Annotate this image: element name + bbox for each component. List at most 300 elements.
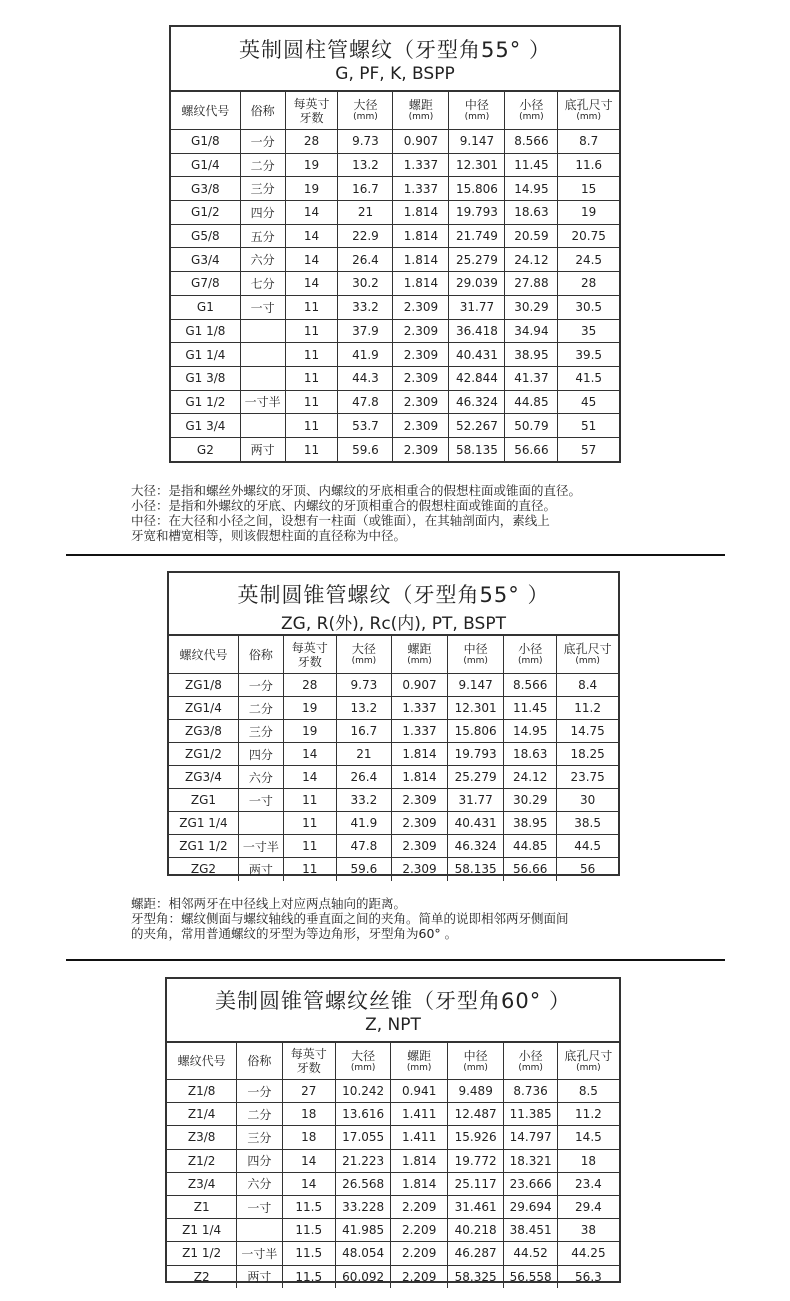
column-header	[504, 1043, 557, 1080]
column-header-sub: 牙数	[299, 110, 324, 125]
pitch-cell: 1.337	[393, 177, 449, 201]
common-name-cell: 两寸	[240, 437, 285, 461]
pitch-dia-cell: 12.301	[449, 153, 505, 177]
major-dia-cell: 41.9	[338, 343, 393, 367]
major-dia-cell: 16.7	[338, 177, 393, 201]
tpi-cell: 14	[285, 224, 338, 248]
common-name-cell: 一分	[237, 1080, 282, 1103]
pitch-dia-cell: 15.806	[448, 720, 504, 743]
column-header	[335, 1043, 390, 1080]
column-header-sub: (mm)	[464, 112, 490, 122]
common-name-cell	[237, 1219, 282, 1242]
tap-drill-cell: 15	[558, 177, 619, 201]
column-header	[338, 92, 393, 130]
column-header-sub: (mm)	[406, 1062, 432, 1073]
thread-code-cell: Z1/8	[167, 1080, 237, 1103]
major-dia-cell: 47.8	[336, 835, 391, 858]
divider	[66, 959, 725, 961]
table-row	[169, 812, 618, 835]
column-header-label: 螺纹代号	[177, 1054, 226, 1068]
pitch-dia-cell: 58.135	[448, 858, 504, 881]
column-header	[171, 92, 240, 130]
column-header-label: 每英寸	[290, 1047, 327, 1061]
column-header-sub: (mm)	[408, 112, 434, 122]
tap-drill-cell: 24.5	[558, 248, 619, 272]
major-dia-cell: 9.73	[336, 674, 391, 697]
minor-dia-cell: 30.29	[504, 789, 557, 812]
column-header-label: 螺距	[407, 642, 432, 656]
minor-dia-cell: 18.321	[504, 1149, 557, 1172]
tap-drill-cell: 28	[558, 272, 619, 296]
major-dia-cell: 41.9	[336, 812, 391, 835]
column-header-label: 小径	[518, 642, 543, 656]
major-dia-cell: 13.616	[335, 1103, 390, 1126]
table-row	[171, 201, 619, 225]
common-name-cell: 五分	[240, 224, 285, 248]
pitch-dia-cell: 29.039	[449, 272, 505, 296]
pitch-cell: 1.814	[391, 1172, 448, 1195]
pitch-cell: 1.814	[393, 201, 449, 225]
column-header-sub: (mm)	[353, 112, 378, 122]
pitch-cell: 0.941	[391, 1080, 448, 1103]
thread-code-cell: ZG1/2	[169, 743, 238, 766]
table-row	[171, 153, 619, 177]
thread-table	[171, 91, 619, 461]
thread-code-cell: ZG1	[169, 789, 238, 812]
tpi-cell: 11	[283, 858, 336, 881]
tpi-cell: 11	[283, 789, 336, 812]
column-header-label: 小径	[519, 98, 544, 112]
tap-drill-cell: 56	[557, 858, 618, 881]
column-header	[447, 1043, 504, 1080]
column-header-sub: (mm)	[576, 1062, 601, 1073]
table-subtitle: ZG, R(外), Rc(内), PT, BSPT	[281, 614, 506, 634]
minor-dia-cell: 38.95	[505, 343, 558, 367]
tpi-cell: 14	[285, 201, 338, 225]
minor-dia-cell: 44.85	[504, 835, 557, 858]
major-dia-cell: 22.9	[338, 224, 393, 248]
table-row	[169, 766, 618, 789]
minor-dia-cell: 27.88	[505, 272, 558, 296]
tpi-cell: 14	[285, 248, 338, 272]
pitch-cell: 1.814	[391, 1149, 448, 1172]
note-line: 牙宽和槽宽相等，则该假想柱面的直径称为中径。	[131, 528, 407, 543]
table-row	[167, 1080, 619, 1103]
table-row	[169, 697, 618, 720]
pitch-dia-cell: 42.844	[449, 366, 505, 390]
column-header	[167, 1043, 237, 1080]
column-header-label: 俗称	[248, 647, 273, 662]
table-npt	[165, 977, 621, 1283]
table-subtitle: G, PF, K, BSPP	[335, 64, 455, 84]
table-row	[169, 720, 618, 743]
column-header	[391, 1043, 448, 1080]
common-name-cell	[240, 319, 285, 343]
thread-table	[167, 1042, 619, 1288]
pitch-dia-cell: 40.431	[449, 343, 505, 367]
common-name-cell: 三分	[240, 177, 285, 201]
minor-dia-cell: 50.79	[505, 414, 558, 438]
tap-drill-cell: 41.5	[558, 366, 619, 390]
common-name-cell: 二分	[238, 697, 283, 720]
major-dia-cell: 26.4	[336, 766, 391, 789]
thread-code-cell: Z1 1/2	[167, 1242, 237, 1265]
thread-code-cell: Z1 1/4	[167, 1219, 237, 1242]
minor-dia-cell: 56.66	[505, 437, 558, 461]
common-name-cell: 一寸	[238, 789, 283, 812]
column-header-label: 底孔尺寸	[564, 1048, 613, 1063]
tap-drill-cell: 30	[557, 789, 618, 812]
thread-code-cell: G1 3/8	[171, 366, 240, 390]
common-name-cell: 四分	[238, 743, 283, 766]
notes-pitch	[131, 896, 691, 941]
header-row	[169, 636, 618, 674]
tpi-cell: 11	[285, 366, 338, 390]
major-dia-cell: 26.568	[335, 1172, 390, 1195]
column-header	[285, 92, 338, 130]
pitch-cell: 2.209	[391, 1195, 448, 1218]
tap-drill-cell: 38.5	[557, 812, 618, 835]
thread-code-cell: ZG3/4	[169, 766, 238, 789]
column-header	[449, 92, 505, 130]
thread-code-cell: G1 3/4	[171, 414, 240, 438]
tpi-cell: 18	[282, 1126, 335, 1149]
table-title-block	[169, 573, 618, 635]
column-header-label: 底孔尺寸	[563, 642, 612, 656]
thread-code-cell: Z2	[167, 1265, 237, 1288]
common-name-cell	[240, 343, 285, 367]
major-dia-cell: 41.985	[335, 1219, 390, 1242]
tpi-cell: 14	[283, 743, 336, 766]
common-name-cell: 一寸半	[240, 390, 285, 414]
column-header-label: 中径	[463, 1048, 488, 1063]
pitch-dia-cell: 21.749	[449, 224, 505, 248]
pitch-dia-cell: 25.279	[449, 248, 505, 272]
pitch-cell: 1.814	[393, 248, 449, 272]
column-header-sub: 牙数	[296, 1061, 321, 1075]
tpi-cell: 14	[282, 1149, 335, 1172]
table-row	[171, 390, 619, 414]
column-header-label: 大径	[351, 1048, 376, 1063]
major-dia-cell: 59.6	[338, 437, 393, 461]
thread-code-cell: Z1/2	[167, 1149, 237, 1172]
thread-code-cell: Z3/8	[167, 1126, 237, 1149]
column-header-label: 每英寸	[291, 640, 328, 655]
table-row	[171, 343, 619, 367]
thread-code-cell: G5/8	[171, 224, 240, 248]
note-line: 小径：是指和外螺纹的牙底、内螺纹的牙顶相重合的假想柱面或锥面的直径。	[131, 498, 557, 513]
pitch-dia-cell: 15.806	[449, 177, 505, 201]
pitch-dia-cell: 9.147	[448, 674, 504, 697]
thread-code-cell: G7/8	[171, 272, 240, 296]
thread-code-cell: G1/2	[171, 201, 240, 225]
minor-dia-cell: 24.12	[504, 766, 557, 789]
table-title: 英制圆锥管螺纹（牙型角55° ）	[237, 583, 550, 607]
minor-dia-cell: 11.385	[504, 1103, 557, 1126]
table-row	[169, 789, 618, 812]
pitch-cell: 2.309	[391, 835, 447, 858]
tap-drill-cell: 14.75	[557, 720, 618, 743]
tpi-cell: 11	[285, 390, 338, 414]
tpi-cell: 11	[283, 812, 336, 835]
pitch-dia-cell: 46.324	[448, 835, 504, 858]
tpi-cell: 11	[283, 835, 336, 858]
pitch-dia-cell: 58.325	[447, 1265, 504, 1288]
thread-code-cell: ZG1/8	[169, 674, 238, 697]
pitch-dia-cell: 58.135	[449, 437, 505, 461]
tpi-cell: 11	[285, 343, 338, 367]
table-row	[169, 674, 618, 697]
column-header-sub: (mm)	[517, 656, 543, 666]
table-row	[167, 1265, 619, 1288]
column-header-sub: (mm)	[407, 656, 432, 666]
tpi-cell: 19	[283, 720, 336, 743]
major-dia-cell: 17.055	[335, 1126, 390, 1149]
pitch-dia-cell: 52.267	[449, 414, 505, 438]
minor-dia-cell: 38.451	[504, 1219, 557, 1242]
column-header-sub: (mm)	[350, 1062, 376, 1073]
table-row	[171, 248, 619, 272]
tpi-cell: 14	[285, 272, 338, 296]
major-dia-cell: 10.242	[335, 1080, 390, 1103]
major-dia-cell: 13.2	[336, 697, 391, 720]
table-row	[169, 835, 618, 858]
column-header-label: 螺距	[408, 98, 433, 112]
thread-code-cell: G1/8	[171, 130, 240, 154]
minor-dia-cell: 30.29	[505, 295, 558, 319]
minor-dia-cell: 11.45	[505, 153, 558, 177]
minor-dia-cell: 34.94	[505, 319, 558, 343]
minor-dia-cell: 14.797	[504, 1126, 557, 1149]
tap-drill-cell: 44.25	[557, 1242, 619, 1265]
thread-code-cell: Z3/4	[167, 1172, 237, 1195]
thread-code-cell: G1 1/4	[171, 343, 240, 367]
pitch-cell: 0.907	[393, 130, 449, 154]
tpi-cell: 19	[283, 697, 336, 720]
pitch-cell: 2.309	[391, 812, 447, 835]
tap-drill-cell: 14.5	[557, 1126, 619, 1149]
column-header-label: 螺距	[407, 1048, 432, 1063]
pitch-cell: 2.309	[391, 858, 447, 881]
minor-dia-cell: 44.52	[504, 1242, 557, 1265]
column-header	[393, 92, 449, 130]
common-name-cell: 六分	[240, 248, 285, 272]
column-header	[240, 92, 285, 130]
table-row	[167, 1195, 619, 1218]
pitch-cell: 2.309	[393, 414, 449, 438]
common-name-cell: 六分	[237, 1172, 282, 1195]
pitch-dia-cell: 31.77	[449, 295, 505, 319]
tap-drill-cell: 23.75	[557, 766, 618, 789]
table-row	[171, 437, 619, 461]
pitch-cell: 1.814	[393, 272, 449, 296]
column-header	[448, 636, 504, 674]
table-row	[171, 224, 619, 248]
note-line: 中径：在大径和小径之间，设想有一柱面（或锥面），在其轴剖面内，素线上	[131, 513, 550, 528]
pitch-cell: 1.337	[391, 720, 447, 743]
tap-drill-cell: 20.75	[558, 224, 619, 248]
thread-code-cell: ZG2	[169, 858, 238, 881]
tap-drill-cell: 19	[558, 201, 619, 225]
column-header-label: 中径	[463, 642, 488, 656]
table-row	[167, 1126, 619, 1149]
pitch-cell: 1.814	[393, 224, 449, 248]
thread-code-cell: ZG1 1/2	[169, 835, 238, 858]
major-dia-cell: 37.9	[338, 319, 393, 343]
pitch-cell: 2.309	[393, 437, 449, 461]
major-dia-cell: 33.2	[336, 789, 391, 812]
column-header	[504, 636, 557, 674]
pitch-cell: 2.309	[393, 390, 449, 414]
column-header	[238, 636, 283, 674]
minor-dia-cell: 8.566	[504, 674, 557, 697]
pitch-dia-cell: 25.117	[447, 1172, 504, 1195]
pitch-cell: 1.337	[391, 697, 447, 720]
pitch-dia-cell: 40.218	[447, 1219, 504, 1242]
common-name-cell: 七分	[240, 272, 285, 296]
major-dia-cell: 53.7	[338, 414, 393, 438]
pitch-dia-cell: 25.279	[448, 766, 504, 789]
thread-table	[169, 635, 618, 881]
column-header	[557, 1043, 619, 1080]
major-dia-cell: 16.7	[336, 720, 391, 743]
common-name-cell: 二分	[240, 153, 285, 177]
common-name-cell	[240, 366, 285, 390]
note-line: 的夹角，常用普通螺纹的牙型为等边角形，牙型角为60° 。	[131, 926, 458, 941]
major-dia-cell: 33.228	[335, 1195, 390, 1218]
table-row	[171, 177, 619, 201]
tpi-cell: 11.5	[282, 1219, 335, 1242]
pitch-dia-cell: 31.461	[447, 1195, 504, 1218]
pitch-cell: 1.814	[391, 766, 447, 789]
pitch-cell: 1.337	[393, 153, 449, 177]
table-title: 美制圆锥管螺纹丝锥（牙型角60° ）	[215, 989, 571, 1013]
pitch-dia-cell: 15.926	[447, 1126, 504, 1149]
tap-drill-cell: 8.7	[558, 130, 619, 154]
pitch-dia-cell: 12.301	[448, 697, 504, 720]
pitch-cell: 1.411	[391, 1126, 448, 1149]
tpi-cell: 14	[282, 1172, 335, 1195]
table-title-block	[167, 979, 619, 1042]
pitch-dia-cell: 9.489	[447, 1080, 504, 1103]
minor-dia-cell: 8.736	[504, 1080, 557, 1103]
table-row	[171, 319, 619, 343]
major-dia-cell: 60.092	[335, 1265, 390, 1288]
common-name-cell: 六分	[238, 766, 283, 789]
table-row	[171, 295, 619, 319]
table-row	[167, 1242, 619, 1265]
pitch-dia-cell: 19.793	[448, 743, 504, 766]
pitch-cell: 1.814	[391, 743, 447, 766]
thread-code-cell: G1 1/8	[171, 319, 240, 343]
column-header	[505, 92, 558, 130]
common-name-cell: 三分	[237, 1126, 282, 1149]
column-header	[237, 1043, 282, 1080]
table-row	[171, 366, 619, 390]
thread-code-cell: ZG1 1/4	[169, 812, 238, 835]
table-row	[167, 1103, 619, 1126]
column-header-sub: (mm)	[576, 112, 601, 122]
minor-dia-cell: 18.63	[505, 201, 558, 225]
common-name-cell: 三分	[238, 720, 283, 743]
tpi-cell: 28	[283, 674, 336, 697]
tap-drill-cell: 35	[558, 319, 619, 343]
minor-dia-cell: 20.59	[505, 224, 558, 248]
column-header-label: 小径	[518, 1048, 543, 1063]
tap-drill-cell: 44.5	[557, 835, 618, 858]
tap-drill-cell: 38	[557, 1219, 619, 1242]
common-name-cell: 一寸	[237, 1195, 282, 1218]
thread-code-cell: G3/8	[171, 177, 240, 201]
note-line: 螺距：相邻两牙在中径线上对应两点轴向的距离。	[131, 896, 407, 911]
tap-drill-cell: 8.4	[557, 674, 618, 697]
pitch-cell: 2.209	[391, 1242, 448, 1265]
thread-code-cell: G1	[171, 295, 240, 319]
pitch-cell: 2.309	[393, 343, 449, 367]
column-header-label: 中径	[464, 98, 489, 112]
table-row	[171, 130, 619, 154]
tap-drill-cell: 18.25	[557, 743, 618, 766]
thread-code-cell: G2	[171, 437, 240, 461]
tap-drill-cell: 18	[557, 1149, 619, 1172]
table-bspt	[167, 571, 620, 876]
pitch-cell: 0.907	[391, 674, 447, 697]
common-name-cell: 一分	[238, 674, 283, 697]
column-header-sub: (mm)	[351, 656, 377, 666]
tpi-cell: 11	[285, 295, 338, 319]
tpi-cell: 11	[285, 437, 338, 461]
column-header-sub: (mm)	[519, 112, 544, 122]
pitch-cell: 2.209	[391, 1265, 448, 1288]
pitch-dia-cell: 9.147	[449, 130, 505, 154]
minor-dia-cell: 11.45	[504, 697, 557, 720]
tpi-cell: 27	[282, 1080, 335, 1103]
tpi-cell: 19	[285, 153, 338, 177]
tpi-cell: 19	[285, 177, 338, 201]
major-dia-cell: 59.6	[336, 858, 391, 881]
column-header	[558, 92, 619, 130]
table-row	[167, 1149, 619, 1172]
column-header-label: 大径	[351, 642, 376, 656]
column-header-label: 螺纹代号	[179, 647, 228, 662]
pitch-dia-cell: 19.772	[447, 1149, 504, 1172]
column-header	[557, 636, 618, 674]
major-dia-cell: 9.73	[338, 130, 393, 154]
common-name-cell	[238, 812, 283, 835]
column-header-sub: 牙数	[297, 654, 322, 669]
column-header-sub: (mm)	[463, 656, 488, 666]
tpi-cell: 14	[283, 766, 336, 789]
table-row	[171, 414, 619, 438]
header-row	[171, 92, 619, 130]
tap-drill-cell: 8.5	[557, 1080, 619, 1103]
column-header-label: 底孔尺寸	[564, 98, 613, 112]
pitch-cell: 2.209	[391, 1219, 448, 1242]
tap-drill-cell: 30.5	[558, 295, 619, 319]
note-line: 大径：是指和螺丝外螺纹的牙顶、内螺纹的牙底相重合的假想柱面或锥面的直径。	[131, 483, 582, 498]
thread-code-cell: G1 1/2	[171, 390, 240, 414]
tpi-cell: 11.5	[282, 1265, 335, 1288]
minor-dia-cell: 14.95	[505, 177, 558, 201]
major-dia-cell: 48.054	[335, 1242, 390, 1265]
column-header-label: 每英寸	[293, 96, 330, 111]
common-name-cell: 一寸半	[238, 835, 283, 858]
column-header-label: 俗称	[247, 1054, 272, 1068]
major-dia-cell: 26.4	[338, 248, 393, 272]
tap-drill-cell: 56.3	[557, 1265, 619, 1288]
pitch-cell: 2.309	[393, 366, 449, 390]
tpi-cell: 11.5	[282, 1195, 335, 1218]
